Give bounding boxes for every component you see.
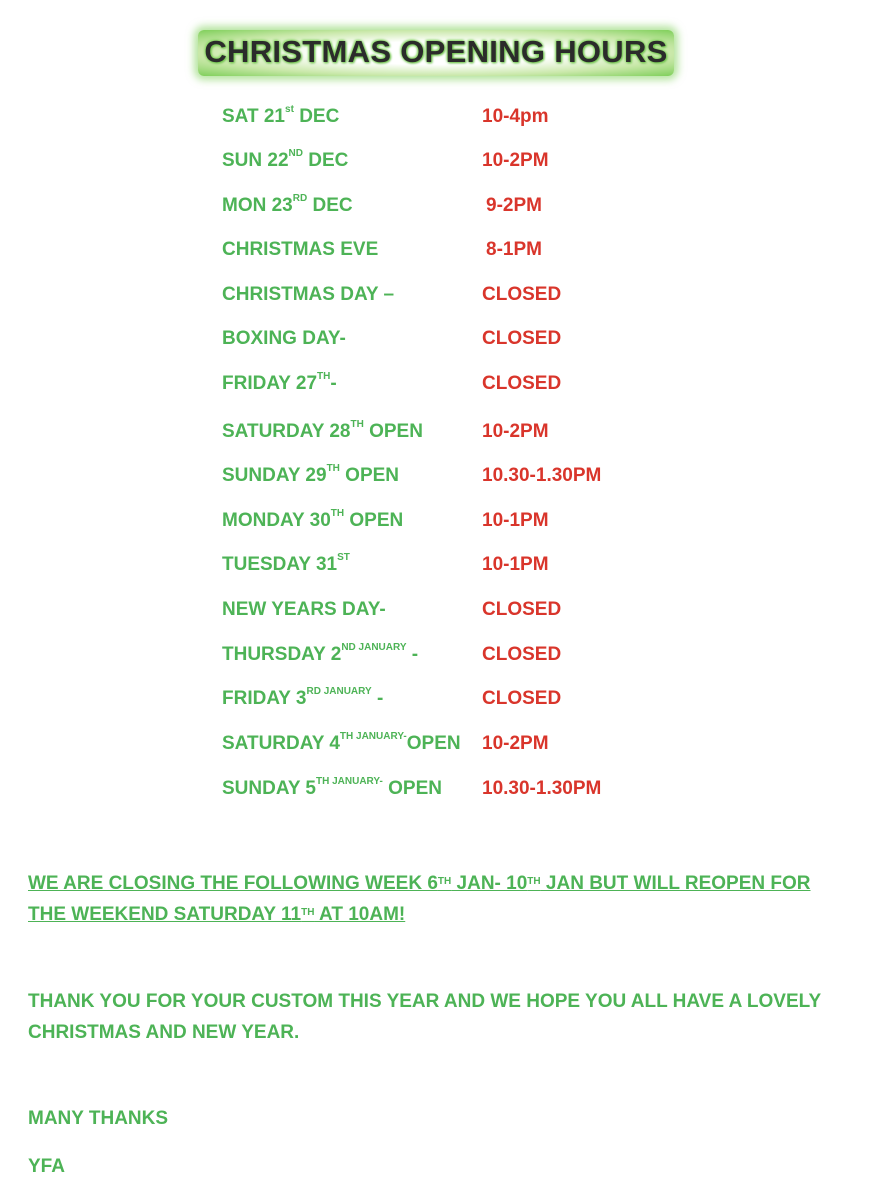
day-suffix: TH: [317, 371, 331, 382]
day-label: MON 23: [222, 195, 293, 216]
schedule-day: [222, 554, 350, 576]
day-label: SUN 22: [222, 150, 289, 171]
day-label: SATURDAY 28: [222, 421, 351, 442]
day-suffix: st: [285, 104, 294, 115]
day-label: CHRISTMAS DAY –: [222, 284, 395, 305]
schedule-day: [222, 195, 353, 217]
day-detail: -: [330, 373, 337, 394]
day-suffix: ND: [288, 148, 303, 159]
schedule-time: 10-1PM: [482, 554, 549, 575]
schedule-row: [0, 106, 872, 136]
day-detail: -: [406, 644, 419, 665]
schedule-row: [0, 421, 872, 451]
schedule-time: 10-4pm: [482, 106, 549, 127]
page-title: CHRISTMAS OPENING HOURS: [198, 30, 673, 76]
schedule-time: 10-2PM: [482, 150, 549, 171]
schedule-time: 10-1PM: [482, 510, 549, 531]
schedule-day: [222, 688, 383, 710]
schedule-day: [222, 284, 394, 306]
schedule-row: [0, 688, 872, 718]
day-label: MONDAY 30: [222, 510, 331, 531]
day-label: SUNDAY 29: [222, 465, 327, 486]
day-label: SATURDAY 4: [222, 733, 340, 754]
schedule-row: [0, 328, 872, 358]
schedule-day: [222, 733, 461, 755]
schedule-row: [0, 373, 872, 403]
day-detail: -: [371, 688, 384, 709]
day-detail: OPEN: [363, 421, 423, 442]
day-detail: DEC: [302, 150, 349, 171]
day-detail: OPEN: [382, 778, 442, 799]
schedule-time: CLOSED: [482, 328, 562, 349]
day-detail: DEC: [293, 106, 340, 127]
schedule-row: [0, 778, 872, 808]
schedule-time: CLOSED: [482, 373, 562, 394]
schedule-time: 10-2PM: [482, 733, 549, 754]
sign-off: MANY THANKS: [28, 1108, 169, 1129]
schedule-day: [222, 373, 337, 395]
schedule-time: 10-2PM: [482, 421, 549, 442]
schedule-row: [0, 195, 872, 225]
day-suffix: TH: [350, 419, 364, 430]
schedule-time: 9-2PM: [486, 195, 542, 216]
schedule-day: [222, 510, 403, 532]
day-suffix: ND JANUARY: [341, 642, 407, 653]
schedule-day: [222, 778, 442, 800]
schedule-day: [222, 421, 423, 443]
day-label: NEW YEARS DAY-: [222, 599, 386, 620]
schedule-time: CLOSED: [482, 599, 562, 620]
schedule-time: CLOSED: [482, 644, 562, 665]
schedule-row: [0, 510, 872, 540]
schedule-row: [0, 733, 872, 763]
schedule-row: [0, 284, 872, 314]
day-label: SUNDAY 5: [222, 778, 316, 799]
day-label: CHRISTMAS EVE: [222, 239, 379, 260]
day-detail: OPEN: [406, 733, 461, 754]
day-suffix: TH: [326, 463, 340, 474]
closure-notice: [28, 868, 848, 930]
schedule-day: [222, 644, 418, 666]
day-detail: OPEN: [339, 465, 400, 486]
schedule-day: [222, 465, 399, 487]
day-detail: DEC: [307, 195, 353, 216]
schedule-row: [0, 644, 872, 674]
notice-text-1: WE ARE CLOSING THE FOLLOWING WEEK 6: [28, 873, 438, 894]
notice-text-3: JAN BUT WILL REOPEN FOR THE WEEKEND SATURDAY 11: [28, 873, 811, 925]
day-suffix: TH JANUARY-: [339, 731, 407, 742]
notice-text-2: JAN- 10: [451, 873, 528, 894]
schedule-row: [0, 599, 872, 629]
day-label: THURSDAY 2: [222, 644, 342, 665]
schedule-time: CLOSED: [482, 284, 562, 305]
day-suffix: TH JANUARY-: [316, 776, 383, 787]
signature: YFA: [28, 1156, 65, 1177]
schedule-day: [222, 106, 339, 128]
day-label: SAT 21: [222, 106, 286, 127]
schedule-row: [0, 554, 872, 584]
day-label: FRIDAY 3: [222, 688, 307, 709]
notice-sup-1: TH: [437, 876, 452, 887]
schedule-time: 10.30-1.30PM: [482, 465, 602, 486]
schedule-day: [222, 150, 348, 172]
day-detail: OPEN: [344, 510, 404, 531]
schedule-row: [0, 465, 872, 495]
day-suffix: ST: [337, 552, 350, 563]
schedule-time: 8-1PM: [486, 239, 542, 260]
schedule-row: [0, 239, 872, 269]
schedule-day: [222, 599, 386, 621]
schedule-day: [222, 239, 378, 261]
day-suffix: RD JANUARY: [306, 686, 372, 697]
notice-sup-2: TH: [527, 876, 541, 887]
notice-sup-3: TH: [301, 907, 315, 918]
thank-you-message: THANK YOU FOR YOUR CUSTOM THIS YEAR AND WE HOPE YOU ALL HAVE A LOVELY CHRISTMAS AND NEW YEAR.: [28, 991, 821, 1043]
day-label: BOXING DAY-: [222, 328, 346, 349]
schedule-day: [222, 328, 346, 350]
day-suffix: TH: [330, 508, 345, 519]
day-label: TUESDAY 31: [222, 554, 338, 575]
day-suffix: RD: [292, 193, 308, 204]
schedule-time: 10.30-1.30PM: [482, 778, 602, 799]
schedule-time: CLOSED: [482, 688, 562, 709]
notice-text-4: AT 10AM!: [314, 904, 406, 925]
schedule-row: [0, 150, 872, 180]
day-label: FRIDAY 27: [222, 373, 318, 394]
